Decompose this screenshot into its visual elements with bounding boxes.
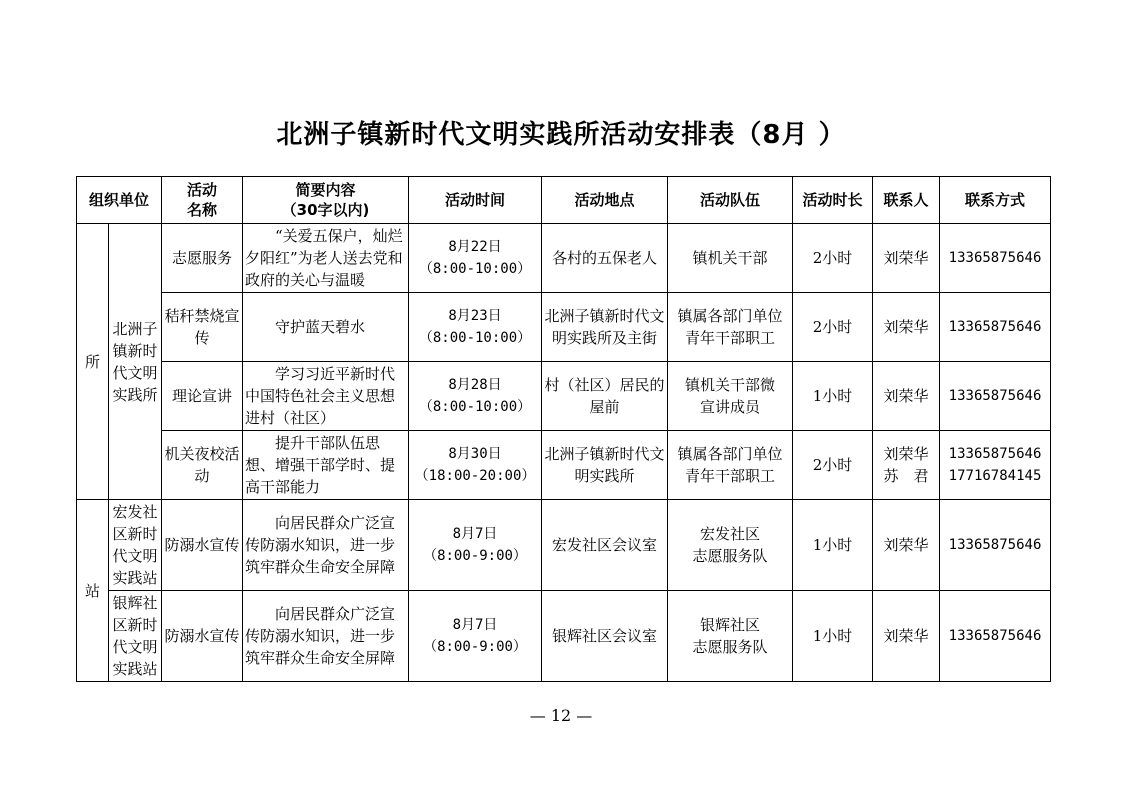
activity-name: 理论宣讲: [162, 362, 243, 431]
activity-place: 北洲子镇新时代文明实践所: [542, 431, 668, 500]
unit-yinhui: 银辉社区新时代文明实践站: [109, 591, 162, 682]
activity-time: 8月28日 （8:00-10:00）: [409, 362, 542, 431]
unit-hongfa: 宏发社区新时代文明实践站: [109, 500, 162, 591]
activity-content: 向居民群众广泛宣传防溺水知识，进一步筑牢群众生命安全屏障: [243, 500, 409, 591]
activity-time: 8月7日 （8:00-9:00）: [409, 591, 542, 682]
group-label-suo: 所: [77, 224, 109, 500]
table-row: [77, 362, 1051, 431]
activity-duration: 1小时: [793, 500, 873, 591]
header-time: 活动时间: [409, 177, 542, 224]
activity-contact: 刘荣华: [873, 362, 940, 431]
activity-contact: 刘荣华: [873, 293, 940, 362]
activity-name: 机关夜校活动: [162, 431, 243, 500]
activity-phone: 13365875646: [940, 224, 1051, 293]
activity-contact: 刘荣华: [873, 500, 940, 591]
activity-duration: 2小时: [793, 431, 873, 500]
activity-phone: 13365875646: [940, 362, 1051, 431]
activity-team: 镇属各部门单位 青年干部职工: [668, 431, 793, 500]
activity-duration: 1小时: [793, 591, 873, 682]
table-row: [77, 431, 1051, 500]
activity-time: 8月23日 （8:00-10:00）: [409, 293, 542, 362]
activity-name: 防溺水宣传: [162, 500, 243, 591]
activity-phone: 13365875646: [940, 293, 1051, 362]
header-duration: 活动时长: [793, 177, 873, 224]
activity-duration: 1小时: [793, 362, 873, 431]
activity-content: 守护蓝天碧水: [243, 293, 409, 362]
table-row: [77, 224, 1051, 293]
activity-duration: 2小时: [793, 224, 873, 293]
activity-content: 向居民群众广泛宣传防溺水知识，进一步筑牢群众生命安全屏障: [243, 591, 409, 682]
activity-place: 各村的五保老人: [542, 224, 668, 293]
activity-content: 学习习近平新时代中国特色社会主义思想进村（社区）: [243, 362, 409, 431]
activity-phone: 13365875646: [940, 591, 1051, 682]
activity-team: 镇属各部门单位 青年干部职工: [668, 293, 793, 362]
activity-content: 提升干部队伍思想、增强干部学时、提高干部能力: [243, 431, 409, 500]
header-contact: 联系人: [873, 177, 940, 224]
activity-time: 8月22日 （8:00-10:00）: [409, 224, 542, 293]
activity-contact: 刘荣华: [873, 224, 940, 293]
activity-phone: 13365875646: [940, 500, 1051, 591]
activity-name: 防溺水宣传: [162, 591, 243, 682]
table-row: [77, 293, 1051, 362]
page-number: — 12 —: [529, 706, 593, 725]
header-phone: 联系方式: [940, 177, 1051, 224]
header-team: 活动队伍: [668, 177, 793, 224]
header-name: 活动 名称: [162, 177, 243, 224]
activity-place: 北洲子镇新时代文明实践所及主街: [542, 293, 668, 362]
activity-time: 8月30日 （18:00-20:00）: [409, 431, 542, 500]
activity-name: 秸秆禁烧宣传: [162, 293, 243, 362]
header-place: 活动地点: [542, 177, 668, 224]
activity-contact: 刘荣华 苏 君: [873, 431, 940, 500]
activity-team: 宏发社区 志愿服务队: [668, 500, 793, 591]
activity-name: 志愿服务: [162, 224, 243, 293]
header-org: 组织单位: [77, 177, 162, 224]
table-row: [77, 500, 1051, 591]
header-row: [77, 177, 1051, 224]
activity-team: 镇机关干部微 宣讲成员: [668, 362, 793, 431]
activity-content: “关爱五保户，灿烂夕阳红”为老人送去党和政府的关心与温暖: [243, 224, 409, 293]
group-label-zhan: 站: [77, 500, 109, 682]
activity-duration: 2小时: [793, 293, 873, 362]
activity-team: 镇机关干部: [668, 224, 793, 293]
header-content: 简要内容 （30字以内): [243, 177, 409, 224]
table-row: [77, 591, 1051, 682]
unit-beizhou: 北洲子镇新时代文明实践所: [109, 224, 162, 500]
activity-team: 银辉社区 志愿服务队: [668, 591, 793, 682]
activity-place: 银辉社区会议室: [542, 591, 668, 682]
activity-contact: 刘荣华: [873, 591, 940, 682]
activity-schedule-table: [76, 176, 1051, 682]
activity-place: 村（社区）居民的屋前: [542, 362, 668, 431]
activity-place: 宏发社区会议室: [542, 500, 668, 591]
activity-phone: 13365875646 17716784145: [940, 431, 1051, 500]
activity-time: 8月7日 （8:00-9:00）: [409, 500, 542, 591]
document-title: 北洲子镇新时代文明实践所活动安排表（8月 ）: [276, 120, 846, 150]
